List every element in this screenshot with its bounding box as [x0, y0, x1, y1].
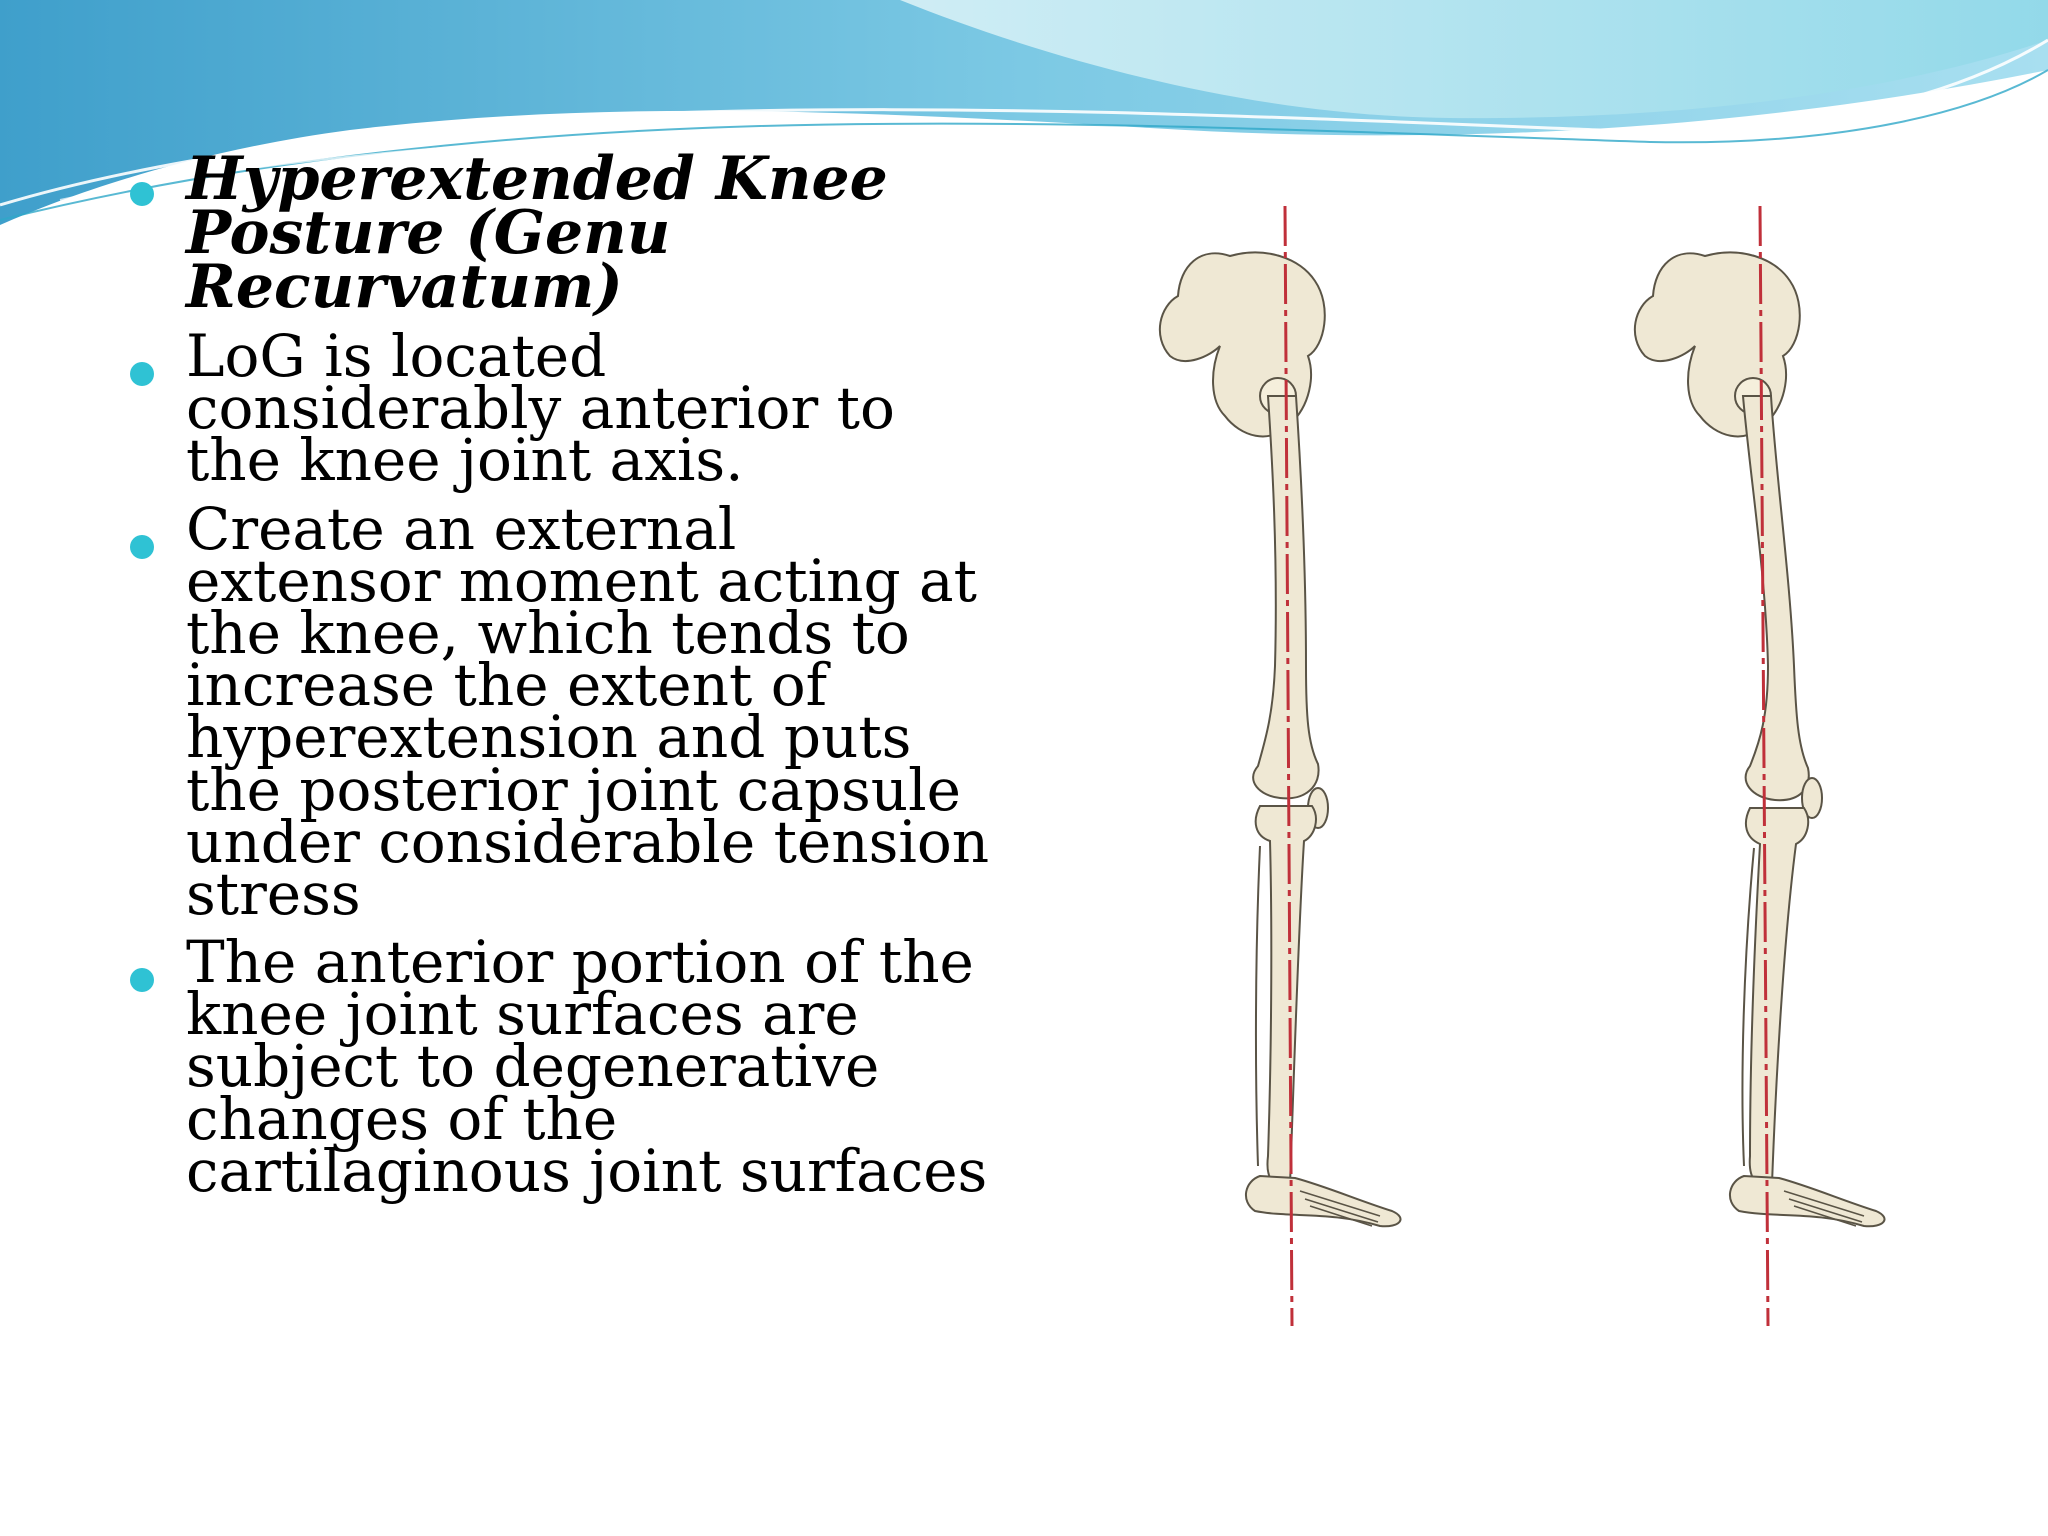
slide-heading: Hyperextended Knee Posture (Genu Recurvatum) [186, 144, 888, 322]
bullet-item [128, 144, 1008, 322]
bullet-dot-icon [130, 362, 154, 386]
bullet-list [128, 144, 1008, 1213]
bullet-text: Create an external extensor moment acting at the knee, which tends to increase the extent of hyperextension and puts the posterior joint capsule under considerable tension stress [186, 494, 990, 928]
leg-skeleton-figure [1060, 196, 2048, 1336]
bullet-dot-icon [130, 535, 154, 559]
bullet-item [128, 322, 1008, 495]
bullet-dot-icon [130, 968, 154, 992]
bullet-text: The anterior portion of the knee joint surfaces are subject to degenerative changes of the cartilaginous joint surfaces [186, 928, 988, 1205]
bullet-item [128, 928, 1008, 1205]
bullet-item [128, 494, 1008, 928]
bullet-text: LoG is located considerably anterior to the knee joint axis. [186, 322, 895, 495]
bullet-dot-icon [130, 182, 154, 206]
